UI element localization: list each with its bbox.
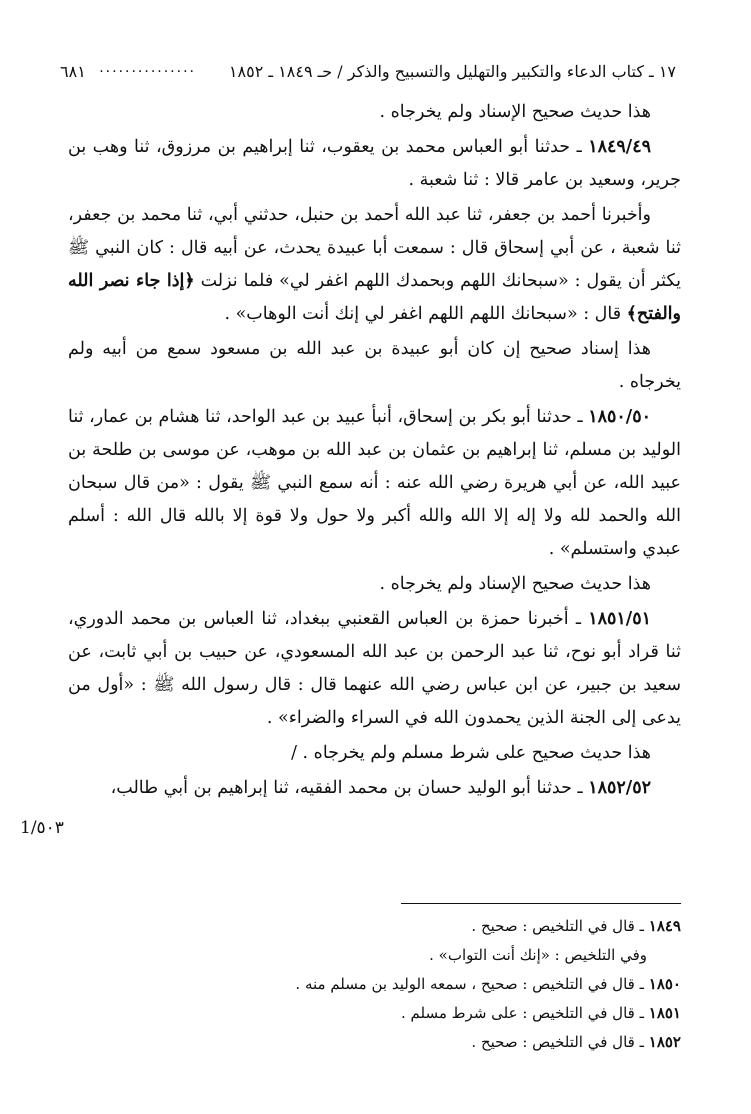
running-header [60, 58, 676, 86]
footnote-number: ١٨٤٩ [648, 917, 681, 935]
hadith-number: ١٨٥٠/٥٠ [588, 407, 651, 427]
hadith-text: ـ أخبرنا حمزة بن العباس القعنبي ببغداد، ثنا العباس بن محمد الدوري، ثنا قراد أبو نوح، ثنا عبد الرحمن بن عبد الله المسعودي، عن حبيب بن أبي ثابت، عن سعيد بن جبير، عن ابن عباس رضي الله عنهما قال : قال رسول الله ﷺ : «أول من يدعى إلى الجنة الذين يحمدون الله في السراء والضراء» . [68, 609, 681, 728]
footnote-number: ١٨٥١ [648, 1004, 681, 1022]
footnotes [68, 912, 681, 1057]
grading-note: هذا حديث صحيح على شرط مسلم ولم يخرجاه . / [291, 743, 651, 763]
grading-note: هذا إسناد صحيح إن كان أبو عبيدة بن عبد الله بن مسعود سمع من أبيه ولم يخرجاه . [68, 339, 681, 392]
main-text [68, 96, 681, 807]
hadith-text: وأخبرنا أحمد بن جعفر، ثنا عبد الله أحمد بن حنبل، حدثني أبي، ثنا محمد بن جعفر، ثنا شعبة ، عن أبي إسحاق قال : سمعت أبا عبيدة يحدث، عن أبيه قال : كان النبي ﷺ يكثر أن يقول : «سبحانك اللهم وبحمدك اللهم اغفر لي» فلما نزلت [68, 205, 681, 291]
hadith-text: قال : «سبحانك اللهم اللهم اغفر لي إنك أنت الوهاب» . [224, 304, 627, 324]
hadith-1852 [68, 772, 681, 805]
hadith-number: ١٨٥١/٥١ [588, 609, 651, 629]
footnote-item [68, 912, 681, 941]
hadith-number: ١٨٥٢/٥٢ [588, 778, 651, 798]
footnote-text: ـ قال في التلخيص : صحيح ، سمعه الوليد بن مسلم منه . [295, 975, 649, 993]
hadith-text: ـ حدثنا أبو بكر بن إسحاق، أنبأ عبيد بن عبد الواحد، ثنا هشام بن عمار، ثنا الوليد بن مسلم، ثنا إبراهيم بن عثمان بن عبد الله بن موهب، عن موسى بن طلحة بن عبيد الله، عن أبي هريرة رضي الله عنه : أنه سمع النبي ﷺ يقول : «من قال سبحان الله والحمد لله ولا إله إلا الله والله أكبر ولا حول ولا قوة إلا بالله قال الله : أسلم عبدي واستسلم» . [68, 407, 681, 559]
grading-note: هذا حديث صحيح الإسناد ولم يخرجاه . [379, 574, 651, 594]
footnote-text: ـ قال في التلخيص : صحيح . [471, 1033, 649, 1051]
footnote-text: ـ قال في التلخيص : على شرط مسلم . [401, 1004, 649, 1022]
page-number: ٦٨١ [60, 62, 86, 81]
footnote-text: وفي التلخيص : «إنك أنت التواب» . [429, 946, 647, 964]
hadith-1851 [68, 603, 681, 735]
footnote-item [68, 970, 681, 999]
hadith-text: ـ حدثنا أبو العباس محمد بن يعقوب، ثنا إبراهيم بن مرزوق، ثنا وهب بن جرير، وسعيد بن عامر قالا : ثنا شعبة . [68, 137, 681, 190]
hadith-1849-chain-2 [68, 199, 681, 331]
header-leader-dots: ............... [99, 60, 196, 76]
hadith-1849 [68, 131, 681, 197]
footnote-number: ١٨٥٠ [648, 975, 681, 993]
quran-verse: ﴿إذا جاء نصر الله والفتح﴾ [68, 271, 681, 324]
footnote-item [68, 1028, 681, 1057]
header-title: ١٧ ـ كتاب الدعاء والتكبير والتهليل والتسبيح والذكر / حـ ١٨٤٩ ـ ١٨٥٢ [228, 62, 676, 81]
hadith-text: ـ حدثنا أبو الوليد حسان بن محمد الفقيه، ثنا إبراهيم بن أبي طالب، [110, 778, 589, 798]
hadith-number: ١٨٤٩/٤٩ [588, 137, 651, 157]
footnote-text: ـ قال في التلخيص : صحيح . [471, 917, 649, 935]
footnote-divider [401, 903, 681, 904]
hadith-1850 [68, 401, 681, 566]
margin-manuscript-ref: 1/٥٠٣ [20, 818, 64, 838]
grading-note: هذا حديث صحيح الإسناد ولم يخرجاه . [379, 102, 651, 122]
footnote-item [68, 999, 681, 1028]
footnote-item [68, 941, 681, 970]
footnote-number: ١٨٥٢ [648, 1033, 681, 1051]
